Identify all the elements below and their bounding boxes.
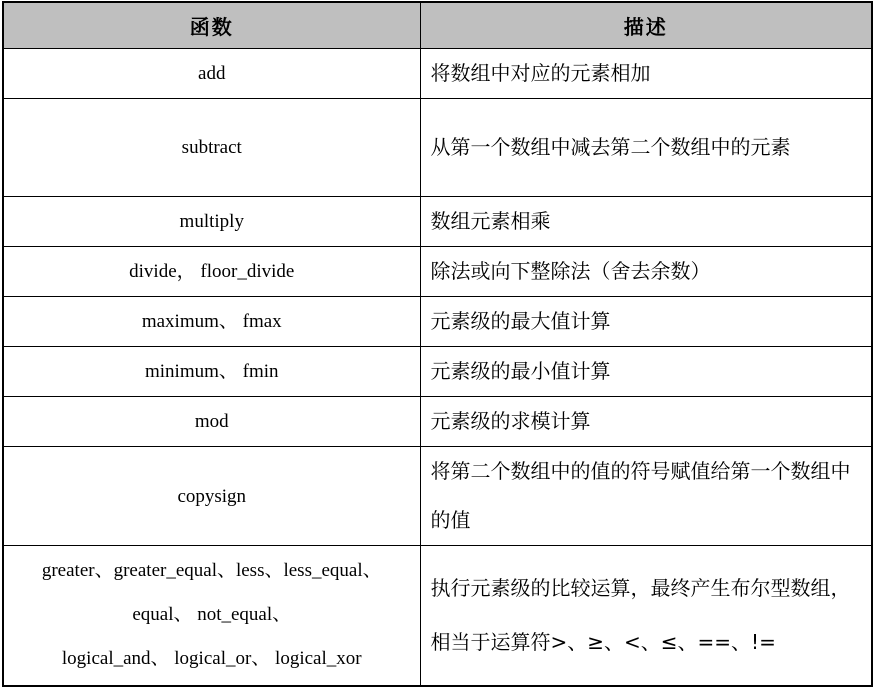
description-cell: 元素级的求模计算	[420, 397, 872, 447]
function-line: equal、 not_equal、	[132, 604, 292, 626]
function-line: logical_and、 logical_or、 logical_xor	[61, 648, 362, 670]
function-cell: mod	[3, 397, 420, 447]
function-cell: maximum、 fmax	[3, 297, 420, 347]
description-cell: 将第二个数组中的值的符号赋值给第一个数组中的值	[420, 447, 872, 546]
description-cell: 元素级的最大值计算	[420, 297, 872, 347]
description-cell: 元素级的最小值计算	[420, 347, 872, 397]
header-function: 函数	[3, 2, 420, 49]
description-cell: 将数组中对应的元素相加	[420, 49, 872, 99]
table-row	[3, 49, 872, 99]
description-cell: 执行元素级的比较运算，最终产生布尔型数组，相当于运算符>、≥、<、≤、==、!=	[420, 546, 872, 686]
function-cell: divide， floor_divide	[3, 247, 420, 297]
function-line: greater、greater_equal、less、less_equal、	[41, 560, 382, 582]
table-row	[3, 99, 872, 197]
function-cell: add	[3, 49, 420, 99]
table-row	[3, 197, 872, 247]
function-cell: subtract	[3, 99, 420, 197]
table-header-row	[3, 2, 872, 49]
table-row	[3, 247, 872, 297]
table-row	[3, 397, 872, 447]
function-cell: multiply	[3, 197, 420, 247]
description-cell: 数组元素相乘	[420, 197, 872, 247]
description-cell: 除法或向下整除法（舍去余数）	[420, 247, 872, 297]
header-description: 描述	[420, 2, 872, 49]
function-cell: copysign	[3, 447, 420, 546]
function-cell: minimum、 fmin	[3, 347, 420, 397]
function-table	[2, 1, 873, 687]
table-row	[3, 546, 872, 686]
function-cell	[3, 546, 420, 686]
table-row	[3, 297, 872, 347]
table-row	[3, 447, 872, 546]
table-row	[3, 347, 872, 397]
description-cell: 从第一个数组中减去第二个数组中的元素	[420, 99, 872, 197]
